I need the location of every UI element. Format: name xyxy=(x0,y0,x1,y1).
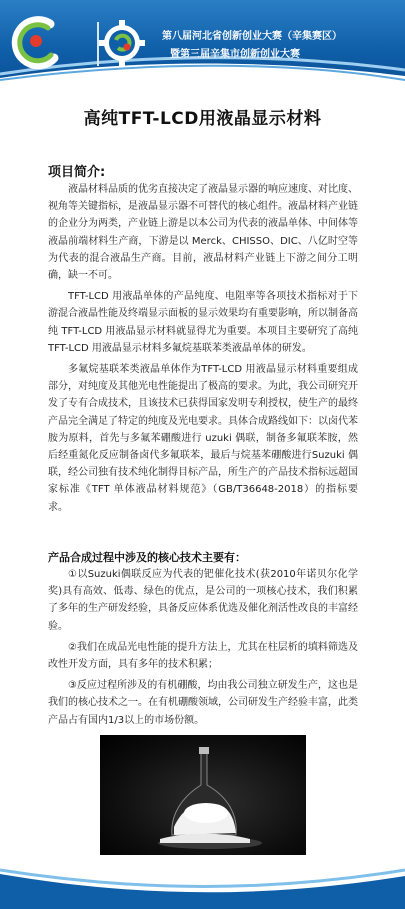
page-title: 高纯TFT-LCD用液晶显示材料 xyxy=(83,109,322,129)
project-intro xyxy=(48,181,358,516)
contest-name-line2: 暨第三届辛集市创新创业大赛 xyxy=(170,49,300,60)
contest-name xyxy=(162,28,398,64)
core-tech-item-3: ③反应过程所涉及的有机硼酸，均由我公司独立研发生产，这也是我们的核心技术之一。在有机硼酸领域，公司研发生产经验丰富，此类产品占有国内1/3以上的市场份额。 xyxy=(48,680,358,726)
contest-logo xyxy=(10,14,150,70)
intro-paragraph-2: TFT-LCD 用液晶单体的产品纯度、电阻率等各项技术指标对于下游混合液晶性能及终端显示面板的显示效果均有重要影响，所以制备高纯 TFT-LCD 用液晶显示材料就显得尤为重要。本项目主要研究了高纯 TFT-LCD 用液晶显示材料多氟烷基联苯类液晶单体的研发。 xyxy=(48,291,358,354)
core-tech-item-1: ①以Suzuki偶联反应为代表的钯催化技术(获2010年诺贝尔化学奖)具有高效、低毒、绿色的优点，是公司的一项核心技术，我们积累了多年的生产研发经验，具备反应体系优选及催化剂活性改良的丰富经验。 xyxy=(48,569,358,632)
product-photo xyxy=(100,735,306,855)
core-tech-list xyxy=(48,566,358,729)
section-heading: 项目简介: xyxy=(48,165,106,180)
contest-logo-gear-icon xyxy=(99,20,145,66)
logo-divider xyxy=(97,22,99,66)
contest-name-line1: 第八届河北省创新创业大赛（辛集赛区） xyxy=(162,31,342,42)
footer-swoosh xyxy=(0,862,405,909)
intro-paragraph-3: 多氟烷基联苯类液晶单体作为TFT-LCD 用液晶显示材料重要组成部分，对纯度及其他光电性能提出了极高的要求。为此，我公司研究开发了专有合成技术，且该技术已获得国家发明专利授权，使生产的最终产品完全满足了特定的纯度及光电要求。具体合成路线如下：以卤代苯胺为原料，首先与多氟苯硼酸进行 uzuki 偶联，制备多氟联苯胺，然后经重氮化反应制备卤代多氟联苯，最后与烷基苯硼酸进行Suzuki 偶联，经公司独有技术纯化制得目标产品，所生产的产品技术指标远超国家标准《TFT 单体液晶材料规范》（GB/T36648-2018）的指标要求。 xyxy=(48,364,358,513)
contest-logo-c-icon xyxy=(16,21,54,65)
core-tech-heading: 产品合成过程中涉及的核心技术主要有： xyxy=(48,551,246,564)
header-banner xyxy=(0,0,405,92)
core-tech-item-2: ②我们在成品光电性能的提升方法上，尤其在柱层析的填料筛选及改性开发方面，具有多年的技术积累； xyxy=(48,641,358,671)
intro-paragraph-1: 液晶材料品质的优劣直接决定了液晶显示器的响应速度、对比度、视角等关键指标，是液晶显示器不可替代的核心组件。液晶材料产业链的企业分为两类，产业链上游是以本公司为代表的液晶单体、中间体等液晶前端材料生产商，下游是以 Merck、CHISSO、DIC、八亿时空等为代表的混合液晶生产商。目前，液晶材料产业链上下游之间分工明确，缺一不可。 xyxy=(48,184,358,282)
